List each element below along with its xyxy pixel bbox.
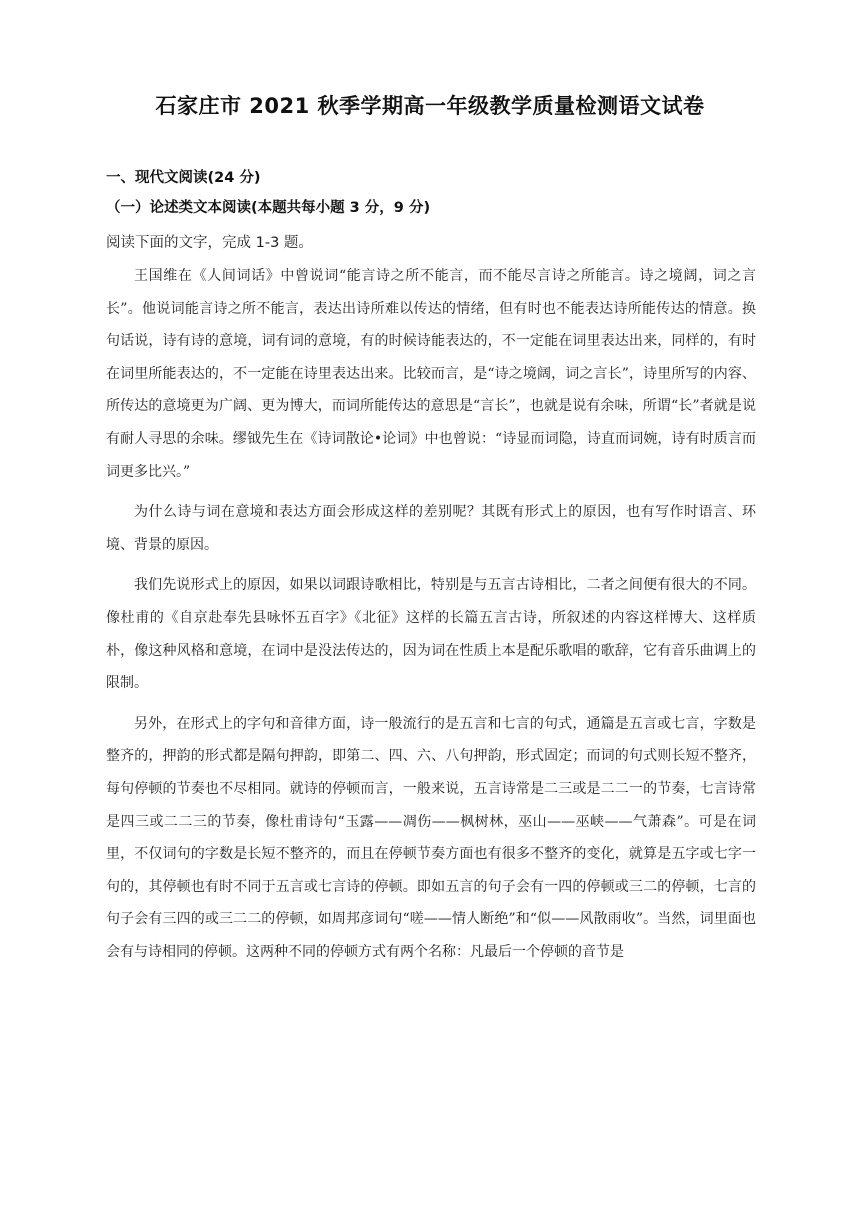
document-body bbox=[106, 163, 756, 968]
paragraph-4: 另外，在形式上的字句和音律方面，诗一般流行的是五言和七言的句式，通篇是五言或七言，字数是整齐的，押韵的形式都是隔句押韵，即第二、四、六、八句押韵，形式固定；而词的句式则长短不整齐，每句停顿的节奏也不尽相同。就诗的停顿而言，一般来说，五言诗常是二三或是二二一的节奏，七言诗常是四三或二二三的节奏，像杜甫诗句“玉露——凋伤——枫树林，巫山——巫峡——气萧森”。可是在词里，不仅词句的字数是长短不整齐的，而且在停顿节奏方面也有很多不整齐的变化，就算是五字或七字一句的，其停顿也有时不同于五言或七言诗的停顿。即如五言的句子会有一四的停顿或三二的停顿，七言的句子会有三四的或三二二的停顿，如周邦彦词句“嗟——情人断绝”和“似——风散雨收”。当然，词里面也会有与诗相同的停顿。这两种不同的停顿方式有两个名称：凡最后一个停顿的音节是 bbox=[106, 715, 756, 960]
paragraph-gap bbox=[106, 700, 756, 708]
subsection-heading: （一）论述类文本阅读(本题共每小题 3 分，9 分) bbox=[106, 200, 431, 216]
paragraph-gap bbox=[106, 488, 756, 496]
paragraph-1: 王国维在《人间词话》中曾说词“能言诗之所不能言，而不能尽言诗之所能言。诗之境阔，词之言长”。他说词能言诗之所不能言，表达出诗所难以传达的情绪，但有时也不能表达诗所能传达的情意。换句话说，诗有诗的意境，词有词的意境，有的时候诗能表达的，不一定能在词里表达出来，同样的，有时在词里所能表达的，不一定能在诗里表达出来。比较而言，是“诗之境阔，词之言长”，诗里所写的内容、所传达的意境更为广阔、更为博大，而词所能传达的意思是“言长”，也就是说有余味，所谓“长”者就是说有耐人寻思的余味。缪钺先生在《诗词散论•论词》中也曾说：“诗显而词隐，诗直而词婉，诗有时质言而词更多比兴。” bbox=[106, 268, 756, 480]
document-title: 石家庄市 2021 秋季学期高一年级教学质量检测语文试卷 bbox=[155, 94, 705, 118]
section-heading: 一、现代文阅读(24 分) bbox=[106, 170, 261, 186]
paragraph-gap bbox=[106, 561, 756, 569]
paragraph-3: 我们先说形式上的原因，如果以词跟诗歌相比，特别是与五言古诗相比，二者之间便有很大的不同。像杜甫的《自京赴奉先县咏怀五百字》《北征》这样的长篇五言古诗，所叙述的内容这样博大、这样质朴，像这种风格和意境，在词中是没法传达的，因为词在性质上本是配乐歌唱的歌辞，它有音乐曲调上的限制。 bbox=[106, 577, 756, 692]
paragraph-2: 为什么诗与词在意境和表达方面会形成这样的差别呢？其既有形式上的原因，也有写作时语言、环境、背景的原因。 bbox=[106, 504, 756, 553]
reading-instruction: 阅读下面的文字，完成 1-3 题。 bbox=[106, 235, 313, 251]
